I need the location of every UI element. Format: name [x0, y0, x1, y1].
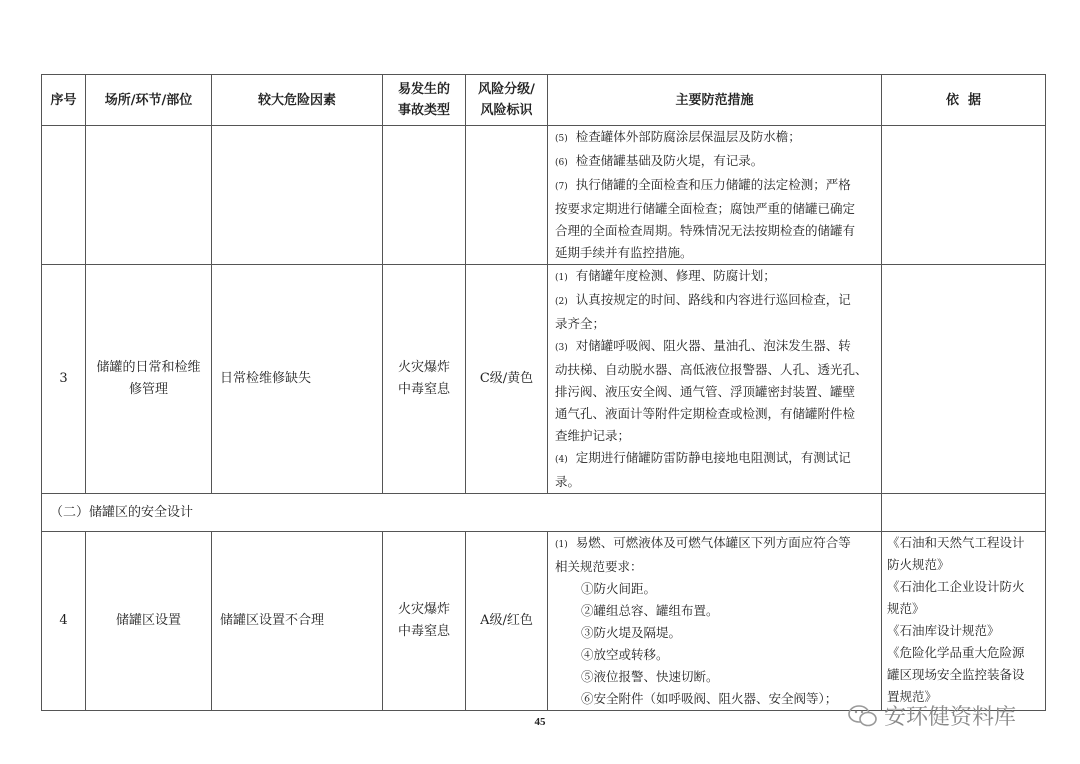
measure-text: 合理的全面检查周期。特殊情况无法按期检查的储罐有 — [555, 223, 856, 238]
header-no: 序号 — [42, 75, 86, 126]
accident-line: 火灾爆炸 — [397, 602, 450, 617]
measure-line — [555, 381, 875, 403]
measures-cell — [548, 532, 882, 711]
page-number: 45 — [534, 716, 546, 728]
measures-list — [555, 126, 875, 264]
measure-text: 对储罐呼吸阀、阻火器、量油孔、泡沫发生器、转 — [575, 338, 851, 353]
header-risk: 风险分级/ 风险标识 — [466, 75, 548, 126]
row-no: 3 — [42, 265, 86, 494]
basis-line: 罐区现场安全监控装备设 — [887, 667, 1025, 682]
measure-line — [555, 447, 875, 471]
measure-item: ④放空或转移。 — [581, 647, 669, 662]
measure-text: 排污阀、液压安全阀、通气管、浮顶罐密封装置、罐壁 — [555, 384, 856, 399]
basis-line: 规范》 — [887, 601, 925, 616]
measure-text: 录。 — [555, 474, 581, 489]
measure-text: 定期进行储罐防雷防静电接地电阻测试，有测试记 — [575, 450, 851, 465]
measure-text: 查维护记录； — [555, 428, 631, 443]
measure-number: (2) — [555, 297, 568, 307]
measure-number: (7) — [555, 182, 568, 192]
risk-cell: A级/红色 — [466, 532, 548, 711]
table-row-4 — [42, 532, 1046, 711]
measure-item: ③防火堤及隔堤。 — [581, 625, 682, 640]
measure-line — [555, 265, 875, 289]
accident-line: 火灾爆炸 — [397, 360, 450, 375]
accident-cell — [383, 532, 466, 711]
measure-item: ①防火间距。 — [581, 581, 657, 596]
wechat-icon — [848, 704, 878, 728]
measure-line — [555, 150, 875, 174]
basis-line: 《危险化学品重大危险源 — [887, 645, 1025, 660]
measure-line — [555, 359, 875, 381]
measure-text: 执行储罐的全面检查和压力储罐的法定检测；严格 — [575, 177, 851, 192]
measure-line — [555, 242, 875, 264]
measure-line — [555, 198, 875, 220]
measure-text: 录齐全； — [555, 316, 606, 331]
place-line: 储罐的日常和检维 — [96, 360, 201, 375]
measures-intro-cont: 相关规范要求： — [555, 559, 643, 574]
measures-cell — [548, 265, 882, 494]
header-row — [42, 75, 1046, 126]
hazard-cell: 储罐区设置不合理 — [212, 532, 383, 711]
header-accident: 易发生的 事故类型 — [383, 75, 466, 126]
place-cell: 储罐区设置 — [86, 532, 212, 711]
basis-line: 置规范》 — [887, 689, 938, 704]
basis-line: 《石油化工企业设计防火 — [887, 579, 1025, 594]
measure-number: (5) — [555, 134, 568, 144]
measure-number: (3) — [555, 343, 568, 353]
accident-cell — [383, 265, 466, 494]
accident-line: 中毒窒息 — [397, 382, 450, 397]
basis-line: 防火规范》 — [887, 557, 950, 572]
measure-text: 动扶梯、自动脱水器、高低液位报警器、人孔、透光孔、 — [555, 362, 868, 377]
basis-line: 《石油库设计规范》 — [887, 623, 1000, 638]
table-row-continued — [42, 126, 1046, 265]
measure-number: (1) — [555, 273, 568, 283]
measure-item: ⑤液位报警、快速切断。 — [581, 669, 719, 684]
table-row-3 — [42, 265, 1046, 494]
measures-list — [555, 578, 875, 710]
measures-list — [555, 265, 875, 493]
section-row — [42, 494, 1046, 532]
measure-number: (4) — [555, 455, 568, 465]
measures-cell — [548, 126, 882, 265]
measure-line — [555, 126, 875, 150]
measure-line — [555, 425, 875, 447]
hazard-cell: 日常检维修缺失 — [212, 265, 383, 494]
section-title: （二）储罐区的安全设计 — [42, 494, 882, 532]
measure-line — [555, 313, 875, 335]
measure-line — [555, 289, 875, 313]
row-no: 4 — [42, 532, 86, 711]
measure-line — [555, 335, 875, 359]
measure-number: (6) — [555, 158, 568, 168]
place-cell — [86, 265, 212, 494]
watermark — [848, 700, 1016, 731]
measure-text: 认真按规定的时间、路线和内容进行巡回检查，记 — [575, 292, 851, 307]
basis-cell — [882, 532, 1046, 711]
place-line: 修管理 — [128, 382, 168, 397]
measure-text: 有储罐年度检测、修理、防腐计划； — [575, 268, 776, 283]
measure-line — [555, 174, 875, 198]
header-place: 场所/环节/部位 — [86, 75, 212, 126]
measure-text: 检查储罐基础及防火堤，有记录。 — [575, 153, 764, 168]
measure-item: ⑥安全附件（如呼吸阀、阻火器、安全阀等）； — [581, 691, 838, 706]
header-measures: 主要防范措施 — [548, 75, 882, 126]
measure-item: ②罐组总容、罐组布置。 — [581, 603, 719, 618]
measure-text: 通气孔、液面计等附件定期检查或检测，有储罐附件检 — [555, 406, 856, 421]
header-basis: 依 据 — [882, 75, 1046, 126]
basis-list — [887, 532, 1042, 708]
measure-line — [555, 220, 875, 242]
measure-line — [555, 471, 875, 493]
risk-table — [41, 74, 1046, 711]
header-hazard: 较大危险因素 — [212, 75, 383, 126]
watermark-text: 安环健资料库 — [884, 705, 1017, 730]
accident-line: 中毒窒息 — [397, 624, 450, 639]
measure-text: 检查罐体外部防腐涂层保温层及防水檐； — [575, 129, 801, 144]
measure-text: 延期手续并有监控措施。 — [555, 245, 693, 260]
risk-cell: C级/黄色 — [466, 265, 548, 494]
measures-intro: (1) 易燃、可燃液体及可燃气体罐区下列方面应符合等 — [555, 535, 851, 550]
measure-line — [555, 403, 875, 425]
measure-text: 按要求定期进行储罐全面检查；腐蚀严重的储罐已确定 — [555, 201, 856, 216]
basis-line: 《石油和天然气工程设计 — [887, 535, 1025, 550]
